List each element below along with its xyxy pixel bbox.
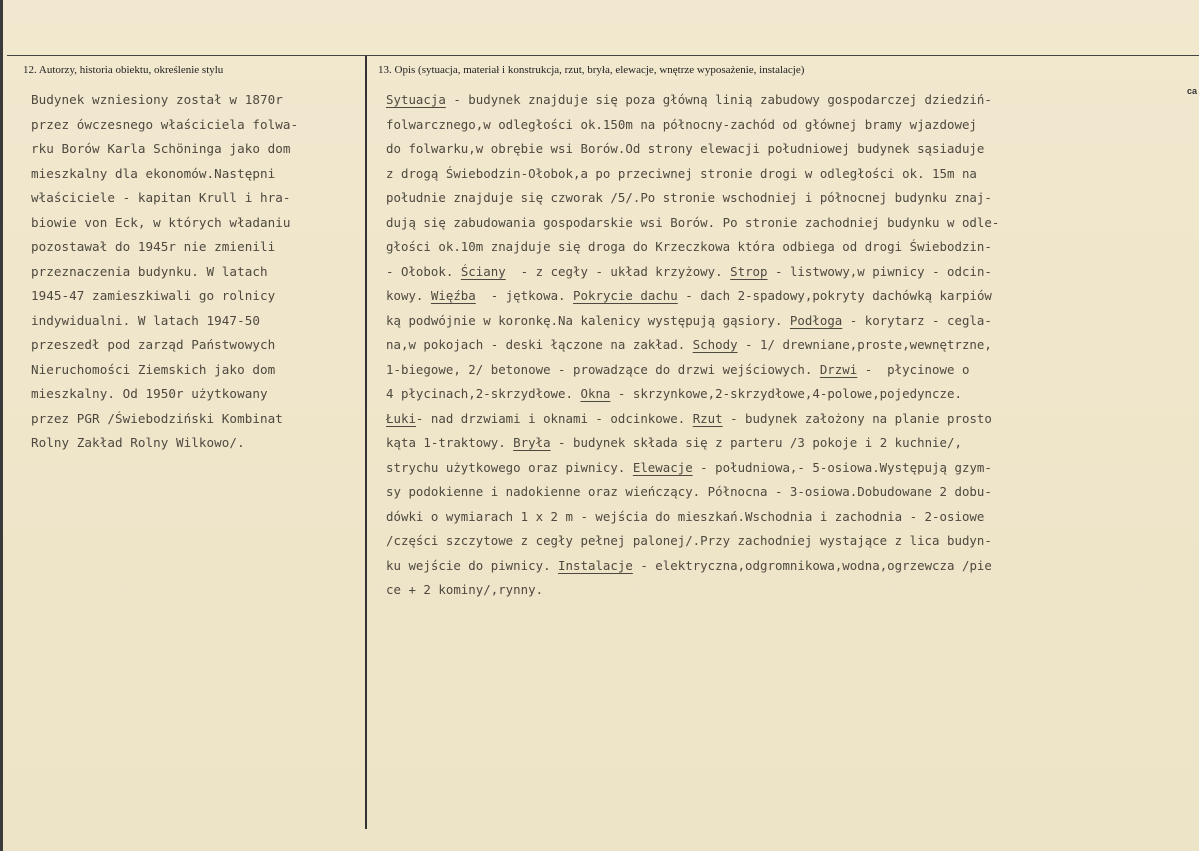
margin-mark: ca: [1187, 86, 1198, 96]
section-keyword: Sytuacja: [386, 92, 446, 107]
description-line: [386, 235, 999, 260]
description-line: [386, 333, 999, 358]
description-line: [386, 162, 999, 187]
section-keyword: Rzut: [692, 410, 723, 426]
description-line: [386, 358, 999, 383]
history-line: przeznaczenia budynku. W latach: [31, 263, 268, 279]
description-text: - budynek składa się z parteru /3 pokoje i 2 kuchnie/,: [550, 435, 962, 450]
section-12-text: [31, 88, 298, 456]
description-text: kąta 1-traktowy.: [386, 435, 514, 450]
description-line: [386, 260, 999, 285]
section-keyword: Więźba: [430, 288, 476, 303]
description-line: [386, 529, 999, 554]
description-line: [386, 137, 999, 162]
top-divider: [7, 55, 1199, 56]
description-text: strychu użytkowego oraz piwnicy.: [386, 459, 633, 475]
description-text: sy podokienne i nadokienne oraz wieńczący. Północna - 3-osiowa.Dobudowane 2 dobu-: [386, 484, 992, 499]
history-line: rku Borów Karla Schöninga jako dom: [31, 141, 291, 156]
section-keyword: Łuki: [386, 410, 416, 426]
history-line: właściciele - kapitan Krull i hra-: [31, 190, 291, 205]
description-text: ce + 2 kominy/,rynny.: [386, 582, 544, 597]
history-line: indywidualni. W latach 1947-50: [31, 312, 260, 328]
description-text: ką podwójnie w koronkę.Na kalenicy występują gąsiory.: [386, 312, 790, 328]
section-keyword: Podłoga: [789, 312, 843, 328]
section-keyword: Strop: [730, 263, 768, 279]
history-line: biowie von Eck, w których władaniu: [31, 214, 291, 230]
description-line: [386, 431, 999, 456]
description-line: [386, 309, 999, 334]
section-keyword: Pokrycie dachu: [573, 288, 678, 303]
section-keyword: Schody: [692, 337, 738, 352]
description-text: - południowa,- 5-osiowa.Występują gzym-: [692, 459, 992, 475]
history-line: przeszedł pod zarząd Państwowych: [31, 337, 276, 352]
section-13-heading: 13. Opis (sytuacja, materiał i konstrukcja, rzut, bryła, elewacje, wnętrze wyposażenie, instalacje): [378, 64, 805, 76]
description-text: /części szczytowe z cegły pełnej palonej/.Przy zachodniej wystające z lica budyn-: [386, 533, 992, 548]
description-line: [386, 578, 999, 603]
history-line: Nieruchomości Ziemskich jako dom: [31, 361, 276, 377]
description-text: 4 płycinach,2-skrzydłowe.: [386, 386, 581, 401]
description-line: [386, 211, 999, 236]
history-line: przez PGR /Świebodziński Kombinat: [31, 410, 283, 426]
description-text: - jętkowa.: [475, 288, 574, 303]
description-text: - nad drzwiami i oknami - odcinkowe.: [415, 410, 693, 426]
description-text: dują się zabudowania gospodarskie wsi Borów. Po stronie zachodniej budynku w odle-: [386, 214, 1000, 230]
description-text: - elektryczna,odgromnikowa,wodna,ogrzewcza /pie: [632, 557, 992, 573]
description-line: [386, 505, 999, 530]
description-line: [386, 186, 999, 211]
description-line: [386, 554, 999, 579]
description-text: z drogą Świebodzin-Ołobok,a po przeciwnej stronie drogi w odległości ok. 15m na: [386, 165, 977, 181]
description-text: - budynek założony na planie prosto: [722, 410, 992, 426]
description-text: - z cegły - układ krzyżowy.: [505, 263, 731, 279]
section-keyword: Ściany: [460, 263, 506, 279]
description-line: [386, 113, 999, 138]
section-keyword: Elewacje: [632, 459, 693, 475]
description-text: - budynek znajduje się poza główną linią zabudowy gospodarczej dziedziń-: [445, 92, 992, 107]
description-line: [386, 382, 999, 407]
description-line: [386, 407, 999, 432]
description-line: [386, 88, 999, 113]
section-13-text: [386, 88, 999, 603]
description-text: - płycinowe o: [857, 361, 970, 377]
description-text: dówki o wymiarach 1 x 2 m - wejścia do mieszkań.Wschodnia i zachodnia - 2-osiowe: [386, 508, 985, 524]
description-text: - dach 2-spadowy,pokryty dachówką karpiów: [677, 288, 992, 303]
description-text: - skrzynkowe,2-skrzydłowe,4-polowe,pojedyncze.: [610, 386, 962, 401]
description-text: południe znajduje się czworak /5/.Po stronie wschodniej i północnej budynku znaj-: [386, 190, 992, 205]
section-keyword: Bryła: [513, 435, 551, 450]
description-text: ku wejście do piwnicy.: [386, 557, 559, 573]
history-line: przez ówczesnego właściciela folwa-: [31, 116, 299, 132]
description-text: kowy.: [386, 288, 431, 303]
column-divider: [365, 56, 367, 829]
description-text: na,w pokojach - deski łączone na zakład.: [386, 337, 693, 352]
description-text: głości ok.10m znajduje się droga do Krzeczkowa która odbiega od drogi Świebodzin-: [386, 239, 992, 254]
description-line: [386, 480, 999, 505]
description-line: [386, 456, 999, 481]
history-line: pozostawał do 1945r nie zmienili: [31, 239, 276, 254]
description-text: - korytarz - cegla-: [842, 312, 992, 328]
history-line: 1945-47 zamieszkiwali go rolnicy: [31, 288, 276, 303]
section-12-heading: 12. Autorzy, historia obiektu, określenie stylu: [23, 64, 224, 76]
history-line: Rolny Zakład Rolny Wilkowo/.: [31, 435, 245, 450]
description-text: folwarcznego,w odległości ok.150m na północny-zachód od głównej bramy wjazdowej: [386, 116, 977, 132]
history-line: Budynek wzniesiony został w 1870r: [31, 92, 283, 107]
description-text: - listwowy,w piwnicy - odcin-: [767, 263, 992, 279]
description-line: [386, 284, 999, 309]
section-keyword: Okna: [580, 386, 611, 401]
description-text: do folwarku,w obrębie wsi Borów.Od strony elewacji południowej budynek sąsiaduje: [386, 141, 985, 156]
history-line: mieszkalny. Od 1950r użytkowany: [31, 386, 268, 401]
section-keyword: Drzwi: [819, 361, 858, 377]
description-text: - 1/ drewniane,proste,wewnętrzne,: [737, 337, 992, 352]
section-keyword: Instalacje: [558, 557, 633, 573]
history-line: mieszkalny dla ekonomów.Następni: [31, 165, 276, 181]
description-text: 1-biegowe, 2/ betonowe - prowadzące do drzwi wejściowych.: [386, 361, 820, 377]
description-text: - Ołobok.: [386, 263, 461, 279]
